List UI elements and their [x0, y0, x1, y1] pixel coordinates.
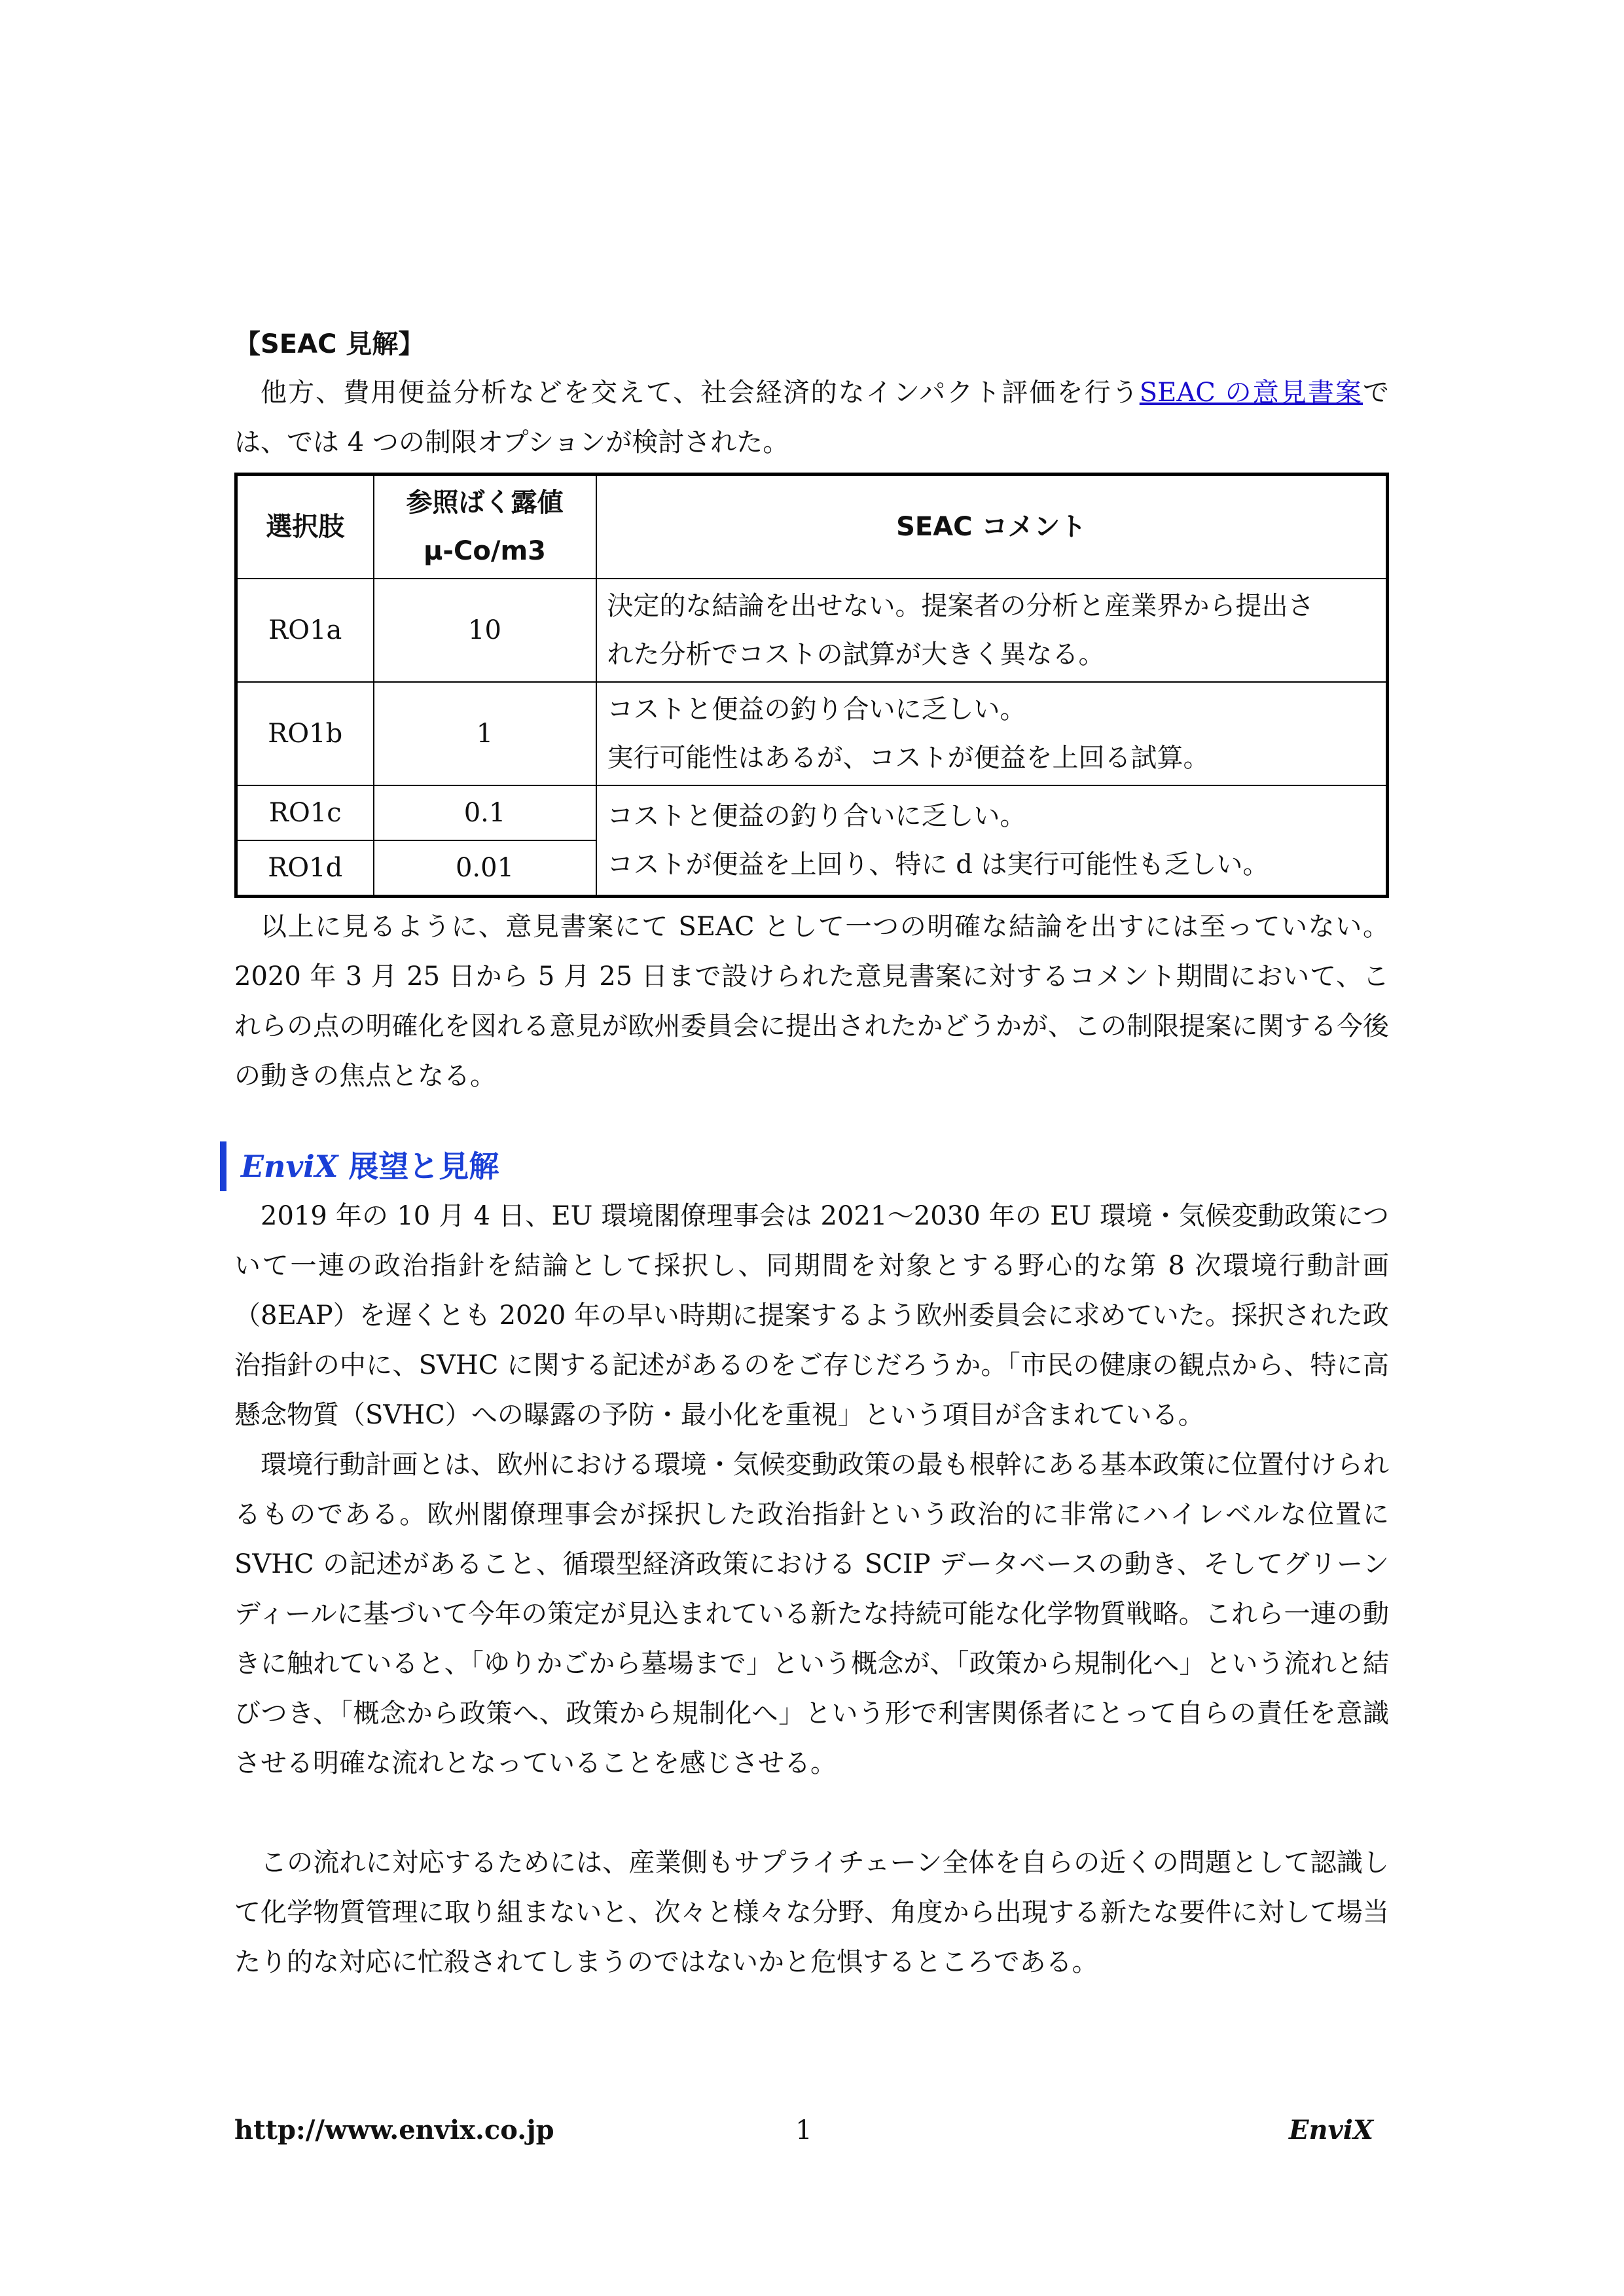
row-comment	[596, 682, 1388, 785]
row-option: RO1d	[236, 840, 374, 897]
row-comment-line: 実行可能性はあるが、コストが便益を上回る試算。	[607, 743, 1210, 773]
document-page	[234, 321, 1389, 1987]
footer-url-link[interactable]: http://www.envix.co.jp	[234, 2115, 554, 2145]
row-comment-line: コストと便益の釣り合いに乏しい。	[607, 694, 1026, 725]
row-option: RO1b	[236, 682, 374, 785]
row-value: 10	[374, 579, 596, 682]
footer-brand: EnviX	[1288, 2115, 1373, 2145]
row-value: 1	[374, 682, 596, 785]
header-reference-line1: 参照ばく露値	[406, 488, 564, 518]
outlook-paragraph-1: 2019 年の 10 月 4 日、EU 環境閣僚理事会は 2021～2030 年の EU 環境・気候変動政策について一連の政治指針を結論として採択し、同期間を対象とする野心的な第 8 次環境行動計画（8EAP）を遅くとも 2020 年の早い時期に提案するよう欧州委員会に求めていた。採択された政治指針の中に、SVHC に関する記述があるのをご存じだろうか。「市民の健康の観点から、特に高懸念物質（SVHC）への曝露の予防・最小化を重視」という項目が含まれている。	[234, 1201, 1389, 1430]
row-option: RO1a	[236, 579, 374, 682]
row-comment	[596, 579, 1388, 682]
header-reference-line2: μ-Co/m3	[424, 536, 546, 566]
page-footer	[234, 2111, 1373, 2150]
after-table-paragraph: 以上に見るように、意見書案にて SEAC として一つの明確な結論を出すには至っていない。2020 年 3 月 25 日から 5 月 25 日まで設けられた意見書案に対するコメント期間において、これらの点の明確化を図れる意見が欧州委員会に提出されたかどうかが、この制限提案に関する今後の動きの焦点となる。	[234, 912, 1389, 1091]
row-comment-line: 決定的な結論を出せない。提案者の分析と産業界から提出さ	[607, 591, 1314, 621]
table-row	[236, 579, 1388, 682]
outlook-paragraph-3: この流れに対応するためには、産業側もサプライチェーン全体を自らの近くの問題として認識して化学物質管理に取り組まないと、次々と様々な分野、角度から出現する新たな要件に対して場当たり的な対応に忙殺されてしまうのではないかと危惧するところである。	[234, 1848, 1389, 1977]
row-comment-line: コストと便益の釣り合いに乏しい。	[607, 801, 1026, 831]
header-option: 選択肢	[236, 475, 374, 579]
seac-intro-text: 他方、費用便益分析などを交えて、社会経済的なインパクト評価を行う	[261, 378, 1140, 408]
seac-options-table	[234, 473, 1389, 898]
seac-intro-paragraph	[234, 368, 1389, 467]
header-comment: SEAC コメント	[596, 475, 1388, 579]
page-number: 1	[795, 2115, 812, 2145]
row-comment-line: れた分析でコストの試算が大きく異なる。	[607, 639, 1105, 670]
heading-title: 展望と見解	[338, 1149, 499, 1184]
seac-opinion-link[interactable]: SEAC の意見書案	[1139, 378, 1363, 408]
seac-intro-tail: では、では 4 つの制限オプションが検討された。	[234, 378, 1389, 457]
row-comment	[596, 785, 1388, 897]
seac-section-label: 【SEAC 見解】	[234, 329, 425, 359]
table-row	[236, 785, 1388, 840]
outlook-paragraph-2: 環境行動計画とは、欧州における環境・気候変動政策の最も根幹にある基本政策に位置付けられるものである。欧州閣僚理事会が採択した政治指針という政治的に非常にハイレベルな位置に SVHC の記述があること、循環型経済政策における SCIP データベースの動き、そしてグリーンディールに基づいて今年の策定が見込まれている新たな持続可能な化学物質戦略。これら一連の動きに触れていると、「ゆりかごから墓場まで」という概念が、「政策から規制化へ」という流れと結びつき、「概念から政策へ、政策から規制化へ」という形で利害関係者にとって自らの責任を意識させる明確な流れとなっていることを感じさせる。	[234, 1450, 1389, 1778]
header-reference-value	[374, 475, 596, 579]
row-option: RO1c	[236, 785, 374, 840]
row-value: 0.01	[374, 840, 596, 897]
row-comment-line: コストが便益を上回り、特に d は実行可能性も乏しい。	[607, 850, 1269, 880]
heading-brand: EnviX	[241, 1149, 338, 1184]
paragraph-gap	[234, 1788, 1389, 1838]
row-value: 0.1	[374, 785, 596, 840]
table-header-row	[236, 475, 1388, 579]
envix-outlook-heading	[220, 1141, 1389, 1191]
table-row	[236, 682, 1388, 785]
